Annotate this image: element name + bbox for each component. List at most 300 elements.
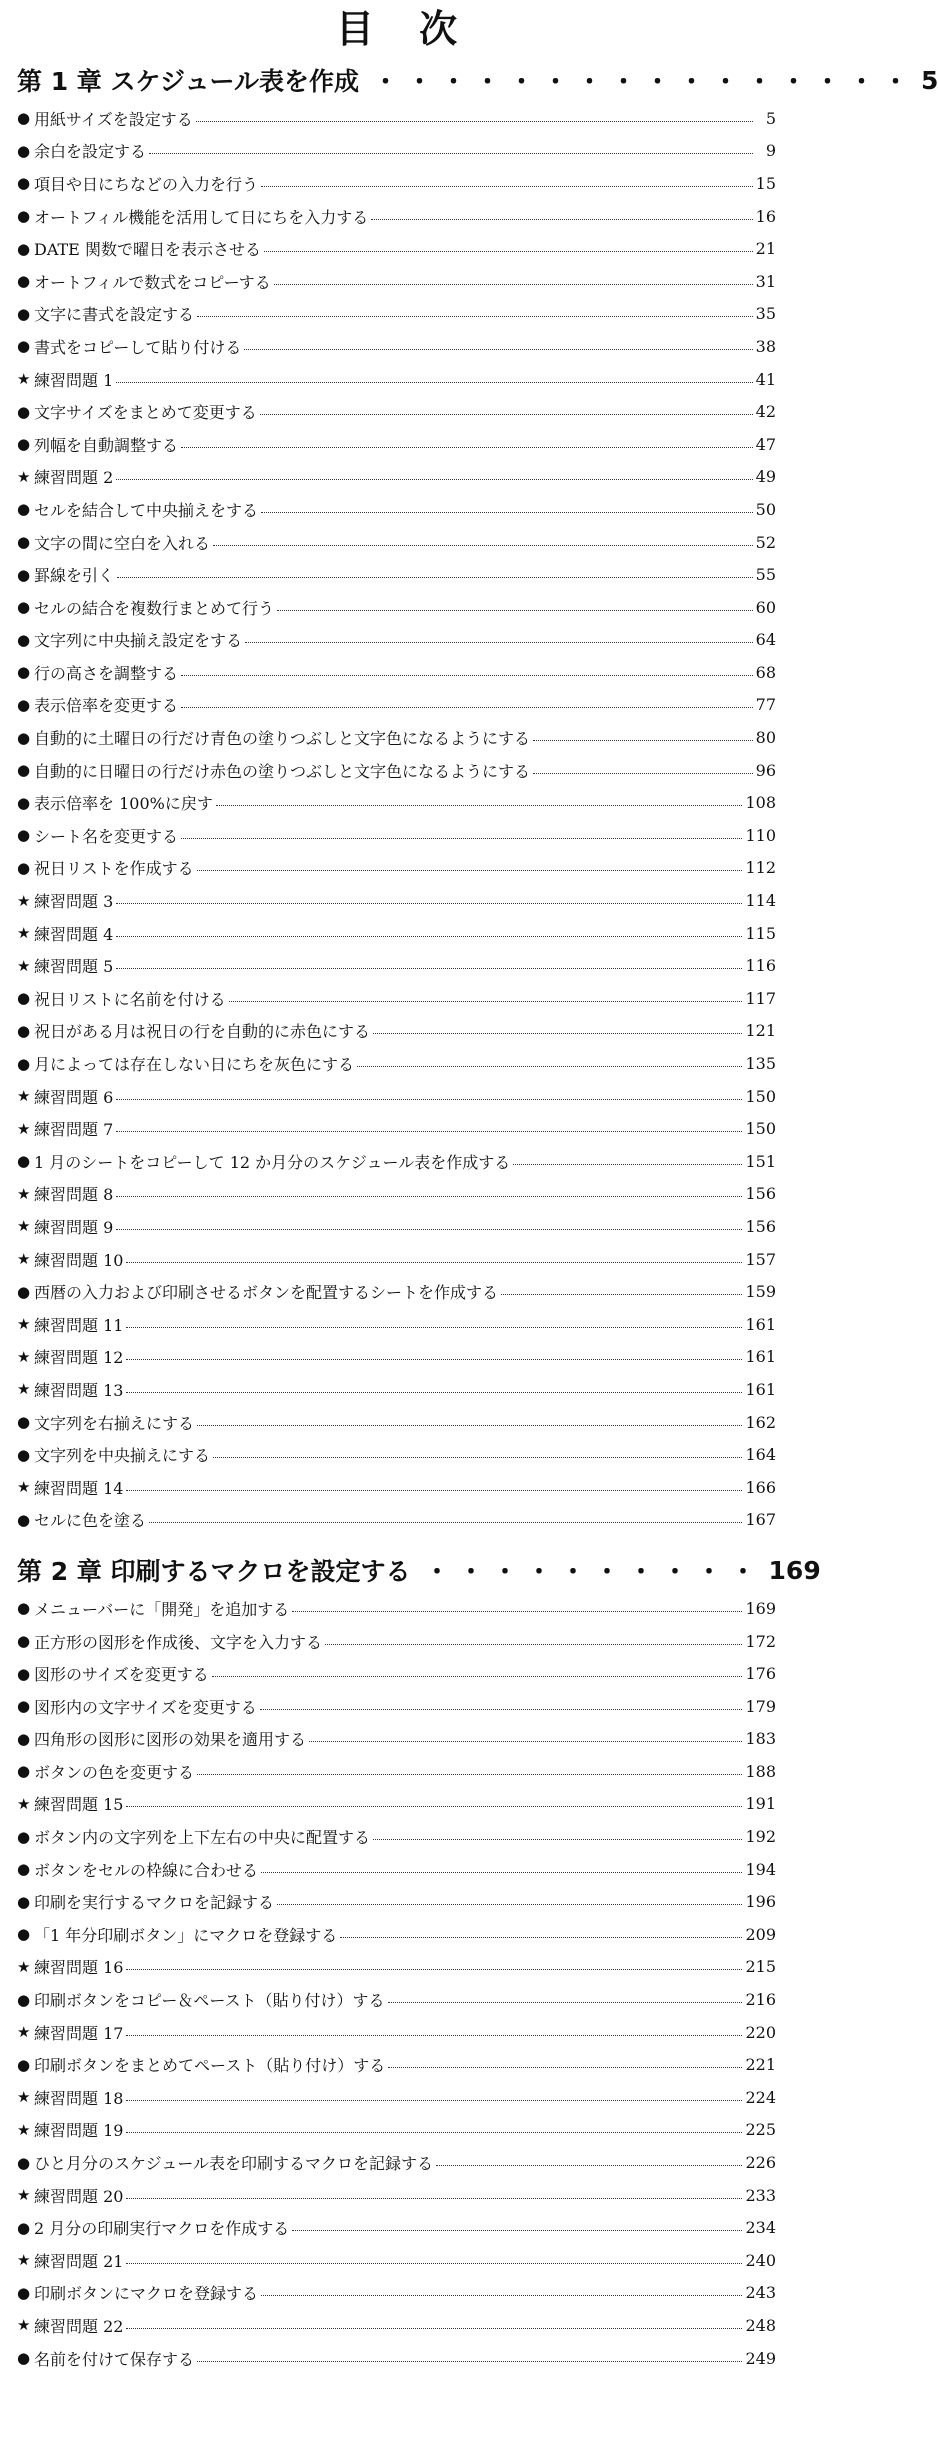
entry-page-number: 221 [745, 2055, 776, 2075]
toc-entry[interactable] [17, 1625, 776, 1658]
circle-bullet-icon: ● [17, 272, 31, 291]
entry-leader-dots [197, 1425, 742, 1426]
entry-page-number: 183 [745, 1729, 776, 1749]
entry-title: 文字列に中央揃え設定をする [34, 631, 243, 651]
entry-page-number: 164 [745, 1445, 776, 1465]
toc-entry[interactable] [17, 591, 776, 624]
entry-page-number: 166 [745, 1477, 776, 1497]
toc-entry[interactable] [17, 852, 776, 885]
toc-entry[interactable] [17, 167, 776, 200]
toc-entry[interactable] [17, 2277, 776, 2310]
entry-page-number: 156 [745, 1216, 776, 1236]
toc-entry[interactable] [17, 1885, 776, 1918]
entry-page-number: 167 [745, 1510, 776, 1530]
circle-bullet-icon: ● [17, 1697, 31, 1716]
entry-leader-dots [116, 479, 752, 480]
entry-page-number: 188 [745, 1761, 776, 1781]
toc-entry[interactable] [17, 1918, 776, 1951]
star-bullet-icon: ★ [17, 1119, 31, 1138]
entry-page-number: 243 [745, 2283, 776, 2303]
chapter-entry-list [17, 102, 776, 1536]
entry-title: 練習問題 6 [34, 1087, 114, 1107]
entry-title: 練習問題 14 [34, 1478, 124, 1498]
entry-title: 文字に書式を設定する [34, 305, 195, 325]
entry-page-number: 159 [745, 1282, 776, 1302]
toc-entry[interactable] [17, 363, 776, 396]
entry-page-number: 220 [745, 2022, 776, 2042]
toc-entry[interactable] [17, 1438, 776, 1471]
entry-page-number: 161 [745, 1379, 776, 1399]
entry-page-number: 38 [755, 336, 776, 356]
circle-bullet-icon: ● [17, 1599, 31, 1618]
entry-leader-dots [213, 1457, 742, 1458]
entry-title: セルの結合を複数行まとめて行う [34, 598, 275, 618]
entry-title: 1 月のシートをコピーして 12 か月分のスケジュール表を作成する [34, 1152, 511, 1172]
entry-title: 祝日リストに名前を付ける [34, 989, 226, 1009]
entry-page-number: 157 [745, 1249, 776, 1269]
entry-leader-dots [196, 121, 753, 122]
entry-page-number: 191 [745, 1794, 776, 1814]
entry-page-number: 50 [755, 499, 776, 519]
circle-bullet-icon: ● [17, 109, 31, 128]
toc-entry[interactable] [17, 1243, 776, 1276]
toc-entry[interactable] [17, 917, 776, 950]
chapter-2 [17, 1548, 821, 2374]
toc-entry[interactable] [17, 1112, 776, 1145]
entry-title: 印刷ボタンをまとめてペースト（貼り付け）する [34, 2056, 386, 2076]
entry-leader-dots [436, 2165, 742, 2166]
entry-title: 練習問題 2 [34, 468, 114, 488]
entry-leader-dots [126, 1359, 742, 1360]
entry-leader-dots [126, 1392, 742, 1393]
entry-title: 文字列を右揃えにする [34, 1413, 195, 1433]
entry-leader-dots [292, 1611, 742, 1612]
entry-leader-dots [244, 349, 752, 350]
toc-entry[interactable] [17, 1592, 776, 1625]
chapter-separator [17, 1536, 776, 1548]
entry-title: 文字列を中央揃えにする [34, 1446, 211, 1466]
entry-page-number: 96 [755, 760, 776, 780]
toc-entry[interactable] [17, 298, 776, 331]
entry-page-number: 176 [745, 1664, 776, 1684]
toc-entry[interactable] [17, 2342, 776, 2375]
entry-leader-dots [325, 1644, 742, 1645]
entry-title: ボタン内の文字列を上下左右の中央に配置する [34, 1828, 371, 1848]
entry-leader-dots [513, 1164, 742, 1165]
entry-title: ボタンをセルの枠線に合わせる [34, 1860, 259, 1880]
toc-entry[interactable] [17, 721, 776, 754]
entry-title: メニューバーに「開発」を追加する [34, 1599, 290, 1619]
entry-title: 練習問題 22 [34, 2316, 124, 2336]
entry-title: 自動的に日曜日の行だけ赤色の塗りつぶしと文字色になるようにする [34, 761, 531, 781]
entry-page-number: 150 [745, 1086, 776, 1106]
entry-leader-dots [197, 316, 753, 317]
entry-title: 2 月分の印刷実行マクロを作成する [34, 2219, 290, 2239]
circle-bullet-icon: ● [17, 1990, 31, 2009]
toc-entry[interactable] [17, 1145, 776, 1178]
entry-title: セルを結合して中央揃えをする [34, 500, 259, 520]
toc-entry[interactable] [17, 2016, 776, 2049]
toc-entry[interactable] [17, 2048, 776, 2081]
entry-leader-dots [116, 1229, 742, 1230]
entry-title: オートフィル機能を活用して日にちを入力する [34, 207, 369, 227]
star-bullet-icon: ★ [17, 1184, 31, 1203]
toc-entry[interactable] [17, 819, 776, 852]
entry-page-number: 179 [745, 1696, 776, 1716]
entry-leader-dots [181, 838, 742, 839]
entry-title: 列幅を自動調整する [34, 435, 179, 455]
star-bullet-icon: ★ [17, 1380, 31, 1399]
entry-title: 自動的に土曜日の行だけ青色の塗りつぶしと文字色になるようにする [34, 729, 531, 749]
entry-leader-dots [373, 1839, 742, 1840]
entry-title: 表示倍率を変更する [34, 696, 179, 716]
entry-title: 練習問題 7 [34, 1120, 114, 1140]
entry-page-number: 234 [745, 2218, 776, 2238]
entry-leader-dots [373, 1033, 742, 1034]
entry-leader-dots [116, 1131, 742, 1132]
entry-leader-dots [274, 284, 753, 285]
circle-bullet-icon: ● [17, 663, 31, 682]
star-bullet-icon: ★ [17, 2186, 31, 2205]
entry-leader-dots [501, 1294, 742, 1295]
chapter-heading[interactable] [17, 58, 938, 102]
circle-bullet-icon: ● [17, 304, 31, 323]
entry-page-number: 169 [745, 1598, 776, 1618]
circle-bullet-icon: ● [17, 728, 31, 747]
entry-leader-dots [213, 545, 753, 546]
circle-bullet-icon: ● [17, 793, 31, 812]
entry-leader-dots [116, 1099, 742, 1100]
toc-entry[interactable] [17, 461, 776, 494]
entry-page-number: 150 [745, 1119, 776, 1139]
toc-entry[interactable] [17, 1657, 776, 1690]
toc-entry[interactable] [17, 1178, 776, 1211]
toc-entry[interactable] [17, 1210, 776, 1243]
entry-page-number: 156 [745, 1184, 776, 1204]
entry-page-number: 161 [745, 1314, 776, 1334]
entry-leader-dots [371, 219, 752, 220]
toc-entry[interactable] [17, 754, 776, 787]
toc-entry[interactable] [17, 558, 776, 591]
circle-bullet-icon: ● [17, 1632, 31, 1651]
entry-title: 練習問題 16 [34, 1958, 124, 1978]
star-bullet-icon: ★ [17, 891, 31, 910]
entry-title: 行の高さを調整する [34, 663, 179, 683]
toc-entry[interactable] [17, 1723, 776, 1756]
entry-title: 練習問題 9 [34, 1217, 114, 1237]
toc-entry[interactable] [17, 1080, 776, 1113]
circle-bullet-icon: ● [17, 1664, 31, 1683]
circle-bullet-icon: ● [17, 2349, 31, 2368]
circle-bullet-icon: ● [17, 1892, 31, 1911]
entry-title: 正方形の図形を作成後、文字を入力する [34, 1632, 323, 1652]
entry-page-number: 215 [745, 1957, 776, 1977]
toc-entry[interactable] [17, 786, 776, 819]
toc-entry[interactable] [17, 1406, 776, 1439]
circle-bullet-icon: ● [17, 1413, 31, 1432]
entry-page-number: 21 [755, 239, 776, 259]
toc-entry[interactable] [17, 2244, 776, 2277]
toc-entry[interactable] [17, 2146, 776, 2179]
entry-leader-dots [212, 1676, 743, 1677]
toc-entry[interactable] [17, 2309, 776, 2342]
toc-entry[interactable] [17, 395, 776, 428]
entry-page-number: 55 [755, 565, 776, 585]
toc-title: 目 次 [335, 7, 474, 51]
entry-leader-dots [261, 1872, 742, 1873]
entry-title: 練習問題 20 [34, 2186, 124, 2206]
entry-page-number: 80 [755, 728, 776, 748]
circle-bullet-icon: ● [17, 500, 31, 519]
star-bullet-icon: ★ [17, 2023, 31, 2042]
entry-page-number: 233 [745, 2185, 776, 2205]
entry-leader-dots [126, 2100, 742, 2101]
toc-entry[interactable] [17, 526, 776, 559]
toc-entry[interactable] [17, 1308, 776, 1341]
entry-leader-dots [309, 1741, 742, 1742]
entry-title: 「1 年分印刷ボタン」にマクロを登録する [34, 1925, 338, 1945]
circle-bullet-icon: ● [17, 402, 31, 421]
entry-title: 祝日リストを作成する [34, 859, 194, 879]
toc-entry[interactable] [17, 135, 776, 168]
chapter-title: 第 2 章 印刷するマクロを設定する [17, 1557, 411, 1587]
circle-bullet-icon: ● [17, 1925, 31, 1944]
circle-bullet-icon: ● [17, 598, 31, 617]
toc-entry[interactable] [17, 1504, 776, 1537]
entry-title: 文字の間に空白を入れる [34, 533, 211, 553]
entry-page-number: 161 [745, 1347, 776, 1367]
chapter-title: 第 1 章 スケジュール表を作成 [17, 67, 360, 96]
entry-leader-dots [197, 1774, 742, 1775]
entry-leader-dots [260, 1709, 743, 1710]
circle-bullet-icon: ● [17, 630, 31, 649]
circle-bullet-icon: ● [17, 1827, 31, 1846]
toc-entry[interactable] [17, 1820, 776, 1853]
toc-entry[interactable] [17, 1373, 776, 1406]
circle-bullet-icon: ● [17, 1152, 31, 1171]
entry-page-number: 224 [745, 2087, 776, 2107]
entry-page-number: 68 [755, 662, 776, 682]
circle-bullet-icon: ● [17, 174, 31, 193]
circle-bullet-icon: ● [17, 1054, 31, 1073]
circle-bullet-icon: ● [17, 1729, 31, 1748]
star-bullet-icon: ★ [17, 467, 31, 486]
entry-page-number: 194 [745, 1859, 776, 1879]
entry-leader-dots [229, 1001, 743, 1002]
entry-leader-dots [261, 2295, 742, 2296]
star-bullet-icon: ★ [17, 1250, 31, 1269]
entry-title: 練習問題 18 [34, 2088, 124, 2108]
toc-entry[interactable] [17, 656, 776, 689]
circle-bullet-icon: ● [17, 761, 31, 780]
entry-leader-dots [126, 2132, 742, 2133]
entry-title: 印刷ボタンをコピー＆ペースト（貼り付け）する [34, 1991, 385, 2011]
toc-entry[interactable] [17, 1341, 776, 1374]
entry-title: 練習問題 15 [34, 1795, 124, 1815]
entry-leader-dots [533, 773, 753, 774]
entry-title: 練習問題 1 [34, 370, 114, 390]
entry-title: セルに色を塗る [34, 1511, 147, 1531]
toc-entry[interactable] [17, 1755, 776, 1788]
entry-leader-dots [533, 740, 753, 741]
toc-entry[interactable] [17, 428, 776, 461]
entry-title: 練習問題 11 [34, 1315, 124, 1335]
circle-bullet-icon: ● [17, 533, 31, 552]
star-bullet-icon: ★ [17, 1794, 31, 1813]
entry-page-number: 225 [745, 2120, 776, 2140]
entry-page-number: 249 [745, 2348, 776, 2368]
entry-leader-dots [181, 447, 753, 448]
entry-leader-dots [216, 805, 743, 806]
toc-entry[interactable] [17, 1951, 776, 1984]
toc-entry[interactable] [17, 330, 776, 363]
circle-bullet-icon: ● [17, 1021, 31, 1040]
toc-entry[interactable] [17, 982, 776, 1015]
entry-page-number: 116 [745, 956, 776, 976]
entry-leader-dots [116, 968, 742, 969]
chapter-page-number: 5 [921, 65, 938, 95]
entry-leader-dots [245, 642, 753, 643]
toc-entry[interactable] [17, 265, 776, 298]
star-bullet-icon: ★ [17, 2088, 31, 2107]
star-bullet-icon: ★ [17, 1347, 31, 1366]
toc-entry[interactable] [17, 689, 776, 722]
toc-entry[interactable] [17, 949, 776, 982]
circle-bullet-icon: ● [17, 1762, 31, 1781]
entry-title: 練習問題 19 [34, 2121, 124, 2141]
entry-title: ひと月分のスケジュール表を印刷するマクロを記録する [34, 2154, 434, 2174]
entry-page-number: 9 [765, 141, 776, 161]
circle-bullet-icon: ● [17, 1445, 31, 1464]
entry-title: 用紙サイズを設定する [34, 109, 193, 129]
entry-page-number: 31 [755, 271, 776, 291]
star-bullet-icon: ★ [17, 1217, 31, 1236]
entry-page-number: 16 [755, 206, 776, 226]
entry-leader-dots [388, 2067, 742, 2068]
entry-title: 練習問題 17 [34, 2023, 124, 2043]
entry-title: 項目や日にちなどの入力を行う [34, 174, 259, 194]
star-bullet-icon: ★ [17, 2251, 31, 2270]
entry-title: 練習問題 13 [34, 1380, 124, 1400]
toc-entry[interactable] [17, 1853, 776, 1886]
entry-leader-dots [116, 936, 742, 937]
circle-bullet-icon: ● [17, 565, 31, 584]
toc-entry[interactable] [17, 1788, 776, 1821]
toc-entry[interactable] [17, 1471, 776, 1504]
entry-leader-dots [261, 512, 753, 513]
entry-title: ボタンの色を変更する [34, 1762, 195, 1782]
star-bullet-icon: ★ [17, 1315, 31, 1334]
entry-leader-dots [126, 1806, 742, 1807]
entry-leader-dots [149, 1522, 742, 1523]
circle-bullet-icon: ● [17, 207, 31, 226]
star-bullet-icon: ★ [17, 1478, 31, 1497]
entry-page-number: 42 [755, 402, 776, 422]
circle-bullet-icon: ● [17, 2218, 31, 2237]
circle-bullet-icon: ● [17, 858, 31, 877]
entry-title: 練習問題 21 [34, 2251, 124, 2271]
entry-leader-dots [264, 251, 753, 252]
entry-leader-dots [277, 1904, 742, 1905]
entry-title: 文字サイズをまとめて変更する [34, 403, 257, 423]
chapter-1 [17, 58, 938, 1536]
entry-page-number: 77 [755, 695, 776, 715]
entry-leader-dots [181, 675, 753, 676]
entry-leader-dots [126, 2263, 742, 2264]
toc-entry[interactable] [17, 232, 776, 265]
entry-title: オートフィルで数式をコピーする [34, 272, 271, 292]
star-bullet-icon: ★ [17, 924, 31, 943]
entry-page-number: 216 [745, 1990, 776, 2010]
entry-title: 図形のサイズを変更する [34, 1665, 209, 1685]
circle-bullet-icon: ● [17, 1510, 31, 1529]
entry-title: 印刷ボタンにマクロを登録する [34, 2284, 259, 2304]
entry-page-number: 172 [745, 1631, 776, 1651]
toc-entry[interactable] [17, 2081, 776, 2114]
toc-entry[interactable] [17, 2114, 776, 2147]
circle-bullet-icon: ● [17, 337, 31, 356]
toc-entry[interactable] [17, 2211, 776, 2244]
toc-entry[interactable] [17, 1983, 776, 2016]
toc-entry[interactable] [17, 624, 776, 657]
circle-bullet-icon: ● [17, 239, 31, 258]
chapter-leader-dots: ・・・・・・・・・・・・・・・・ [373, 67, 918, 96]
entry-page-number: 121 [745, 1021, 776, 1041]
entry-leader-dots [116, 382, 752, 383]
entry-page-number: 209 [745, 1924, 776, 1944]
entry-page-number: 15 [755, 173, 776, 193]
entry-leader-dots [261, 186, 753, 187]
star-bullet-icon: ★ [17, 2120, 31, 2139]
toc-entry[interactable] [17, 1015, 776, 1048]
entry-title: 練習問題 8 [34, 1185, 114, 1205]
entry-page-number: 112 [745, 858, 776, 878]
entry-page-number: 60 [755, 597, 776, 617]
toc-entry[interactable] [17, 493, 776, 526]
entry-leader-dots [117, 577, 753, 578]
toc-entry[interactable] [17, 102, 776, 135]
circle-bullet-icon: ● [17, 2055, 31, 2074]
toc-entry[interactable] [17, 1047, 776, 1080]
entry-leader-dots [357, 1066, 742, 1067]
entry-page-number: 162 [745, 1412, 776, 1432]
star-bullet-icon: ★ [17, 2316, 31, 2335]
entry-leader-dots [277, 610, 753, 611]
entry-title: 祝日がある月は祝日の行を自動的に赤色にする [34, 1022, 371, 1042]
toc-entry[interactable] [17, 2179, 776, 2212]
toc-entry[interactable] [17, 1275, 776, 1308]
entry-page-number: 5 [765, 108, 776, 128]
entry-leader-dots [197, 2361, 742, 2362]
entry-page-number: 41 [755, 369, 776, 389]
toc-entry[interactable] [17, 200, 776, 233]
circle-bullet-icon: ● [17, 989, 31, 1008]
chapter-heading[interactable] [17, 1548, 821, 1592]
entry-title: 書式をコピーして貼り付ける [34, 337, 242, 357]
entry-title: 表示倍率を 100%に戻す [34, 794, 213, 814]
entry-title: 練習問題 10 [34, 1250, 124, 1270]
entry-page-number: 196 [745, 1892, 776, 1912]
entry-title: 図形内の文字サイズを変更する [34, 1697, 257, 1717]
toc-entry[interactable] [17, 884, 776, 917]
entry-leader-dots [126, 1327, 742, 1328]
toc-entry[interactable] [17, 1690, 776, 1723]
entry-page-number: 117 [745, 988, 776, 1008]
entry-title: 四角形の図形に図形の効果を適用する [34, 1730, 307, 1750]
entry-page-number: 47 [755, 434, 776, 454]
entry-leader-dots [340, 1937, 742, 1938]
entry-page-number: 49 [755, 467, 776, 487]
